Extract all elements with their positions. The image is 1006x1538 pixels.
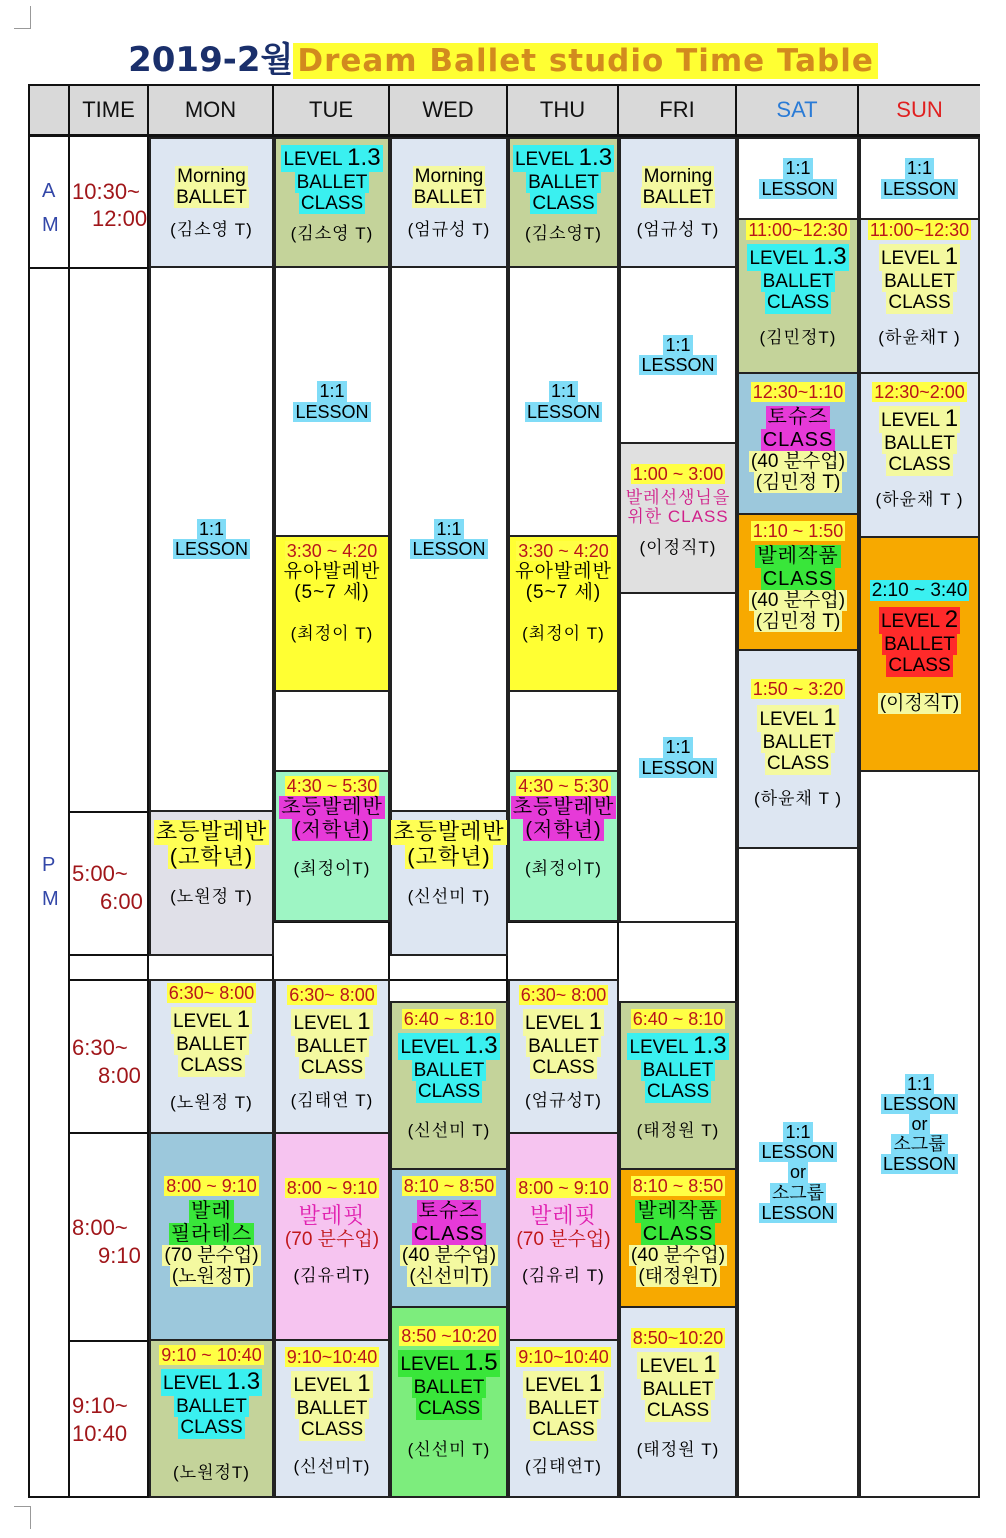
am-label: A M [42, 180, 59, 236]
wed-pointe-class: 8:10 ~ 8:50 토슈즈 CLASS (40 분수업) (신선미T) [390, 1168, 508, 1308]
header-wed: WED [390, 86, 508, 137]
row-divider [390, 979, 509, 981]
thu-level1-late-class: 9:10~10:40 LEVEL 1 BALLET CLASS (김태연T) [508, 1339, 619, 1498]
tue-elementary-class: 4:30 ~ 5:30 초등발레반 (저학년) (최정이T) [274, 770, 390, 922]
column-rule [30, 137, 70, 1496]
time-slot-910: 9:10~ 10:40 [72, 1393, 128, 1446]
header-mon: MON [149, 86, 274, 137]
header-tue: TUE [274, 86, 390, 137]
sun-lesson-group: 1:1 LESSON or 소그룹 LESSON [859, 770, 980, 1498]
mon-pilates-class: 8:00 ~ 9:10 발레 필라테스 (70 분수업) (노원정T) [149, 1132, 274, 1341]
time-slot-am: 10:30~ 12:00 [72, 179, 148, 231]
sun-cell-d: 2:10 ~ 3:40 LEVEL 2 BALLET CLASS (이정직T) [859, 536, 980, 772]
sat-lesson-a: 1:1 LESSON [737, 137, 859, 220]
sun-cell-b: 11:00~12:30 LEVEL 1 BALLET CLASS (하윤채T ) [859, 218, 980, 374]
tue-level1-class: 6:30~ 8:00 LEVEL 1 BALLET CLASS (김태연 T) [274, 979, 390, 1134]
fri-repertoire-class: 8:10 ~ 8:50 발레작품 CLASS (40 분수업) (태정원T) [619, 1168, 737, 1308]
fri-am-cell: Morning BALLET (엄규성 T) [619, 137, 737, 268]
thu-balletfit-class: 8:00 ~ 9:10 발레핏 (70 분수업) (김유리 T) [508, 1132, 619, 1341]
header-blank [30, 86, 70, 137]
sat-cell-b: 11:00~12:30 LEVEL 1.3 BALLET CLASS (김민정T) [737, 218, 859, 374]
page-title [0, 32, 1006, 81]
fri-level13-class: 6:40 ~ 8:10 LEVEL 1.3 BALLET CLASS (태정원 T) [619, 1001, 737, 1170]
thu-lesson: 1:1 LESSON [508, 266, 619, 537]
thu-gap [508, 690, 619, 772]
wed-level13-class: 6:40 ~ 8:10 LEVEL 1.3 BALLET CLASS (신선미 T) [390, 1001, 508, 1170]
row-divider [70, 811, 150, 813]
sun-cell-c: 12:30~2:00 LEVEL 1 BALLET CLASS (하윤채 T ) [859, 372, 980, 538]
time-slot-630: 6:30~ 8:00 [72, 1035, 141, 1088]
fri-level1-late-class: 8:50~10:20 LEVEL 1 BALLET CLASS (태정원 T) [619, 1306, 737, 1498]
wed-lesson: 1:1 LESSON [390, 266, 508, 812]
mon-level1-class: 6:30~ 8:00 LEVEL 1 BALLET CLASS (노원정 T) [149, 979, 274, 1134]
mon-elementary-class: 초등발레반 (고학년) (노원정 T) [149, 810, 274, 956]
sat-cell-c: 12:30~1:10 토슈즈 CLASS (40 분수업) (김민정 T) [737, 372, 859, 515]
time-slot-5: 5:00~ 6:00 [72, 861, 143, 914]
sat-lesson-group: 1:1 LESSON or 소그룹 LESSON [737, 847, 859, 1498]
crop-mark [14, 6, 31, 29]
row-divider [70, 979, 150, 981]
thu-am-cell: LEVEL 1.3 BALLET CLASS (김소영T) [508, 137, 619, 268]
tue-balletfit-class: 8:00 ~ 9:10 발레핏 (70 분수업) (김유리T) [274, 1132, 390, 1341]
sat-cell-d: 1:10 ~ 1:50 발레작품 CLASS (40 분수업) (김민정 T) [737, 513, 859, 651]
row-divider [70, 954, 150, 956]
row-divider [70, 1340, 150, 1342]
header-sat: SAT [737, 86, 859, 137]
fri-lesson-a: 1:1 LESSON [619, 266, 737, 444]
fri-lesson-b: 1:1 LESSON [619, 592, 737, 923]
wed-level15-class: 8:50 ~10:20 LEVEL 1.5 BALLET CLASS (신선미 T) [390, 1306, 508, 1498]
wed-elementary-class: 초등발레반 (고학년) (신선미 T) [390, 810, 508, 956]
mon-am-cell: Morning BALLET (김소영 T) [149, 137, 274, 268]
mon-lesson: 1:1 LESSON [149, 266, 274, 812]
time-slot-8: 8:00~ 9:10 [72, 1215, 141, 1268]
header-time: TIME [70, 86, 149, 137]
row-divider [70, 1132, 150, 1134]
header-fri: FRI [619, 86, 737, 137]
sun-lesson-a: 1:1 LESSON [859, 137, 980, 220]
thu-kids-class: 3:30 ~ 4:20 유아발레반 (5~7 세) (최정이 T) [508, 535, 619, 692]
column-rule [70, 137, 149, 1496]
header-thu: THU [508, 86, 619, 137]
fri-teacher-class: 1:00 ~ 3:00 발레선생님을 위한 CLASS (이정직T) [619, 442, 737, 594]
thu-level1-class: 6:30~ 8:00 LEVEL 1 BALLET CLASS (엄규성T) [508, 979, 619, 1134]
tue-gap [274, 690, 390, 772]
title-name: Dream Ballet studio Time Table [293, 43, 878, 79]
timetable [28, 84, 980, 1498]
tue-kids-class: 3:30 ~ 4:20 유아발레반 (5~7 세) (최정이 T) [274, 535, 390, 692]
mon-level13-class: 9:10 ~ 10:40 LEVEL 1.3 BALLET CLASS (노원정T) [149, 1339, 274, 1498]
crop-mark [14, 1506, 31, 1529]
title-year-month: 2019-2월 [128, 40, 294, 80]
thu-elementary-class: 4:30 ~ 5:30 초등발레반 (저학년) (최정이T) [508, 770, 619, 922]
header-sun: SUN [859, 86, 980, 137]
sat-cell-e: 1:50 ~ 3:20 LEVEL 1 BALLET CLASS (하윤채 T ) [737, 649, 859, 849]
tue-am-cell: LEVEL 1.3 BALLET CLASS (김소영 T) [274, 137, 390, 268]
wed-am-cell: Morning BALLET (엄규성 T) [390, 137, 508, 268]
tue-level1-late-class: 9:10~10:40 LEVEL 1 BALLET CLASS (신선미T) [274, 1339, 390, 1498]
pm-label: P M [42, 854, 59, 910]
tue-lesson: 1:1 LESSON [274, 266, 390, 537]
